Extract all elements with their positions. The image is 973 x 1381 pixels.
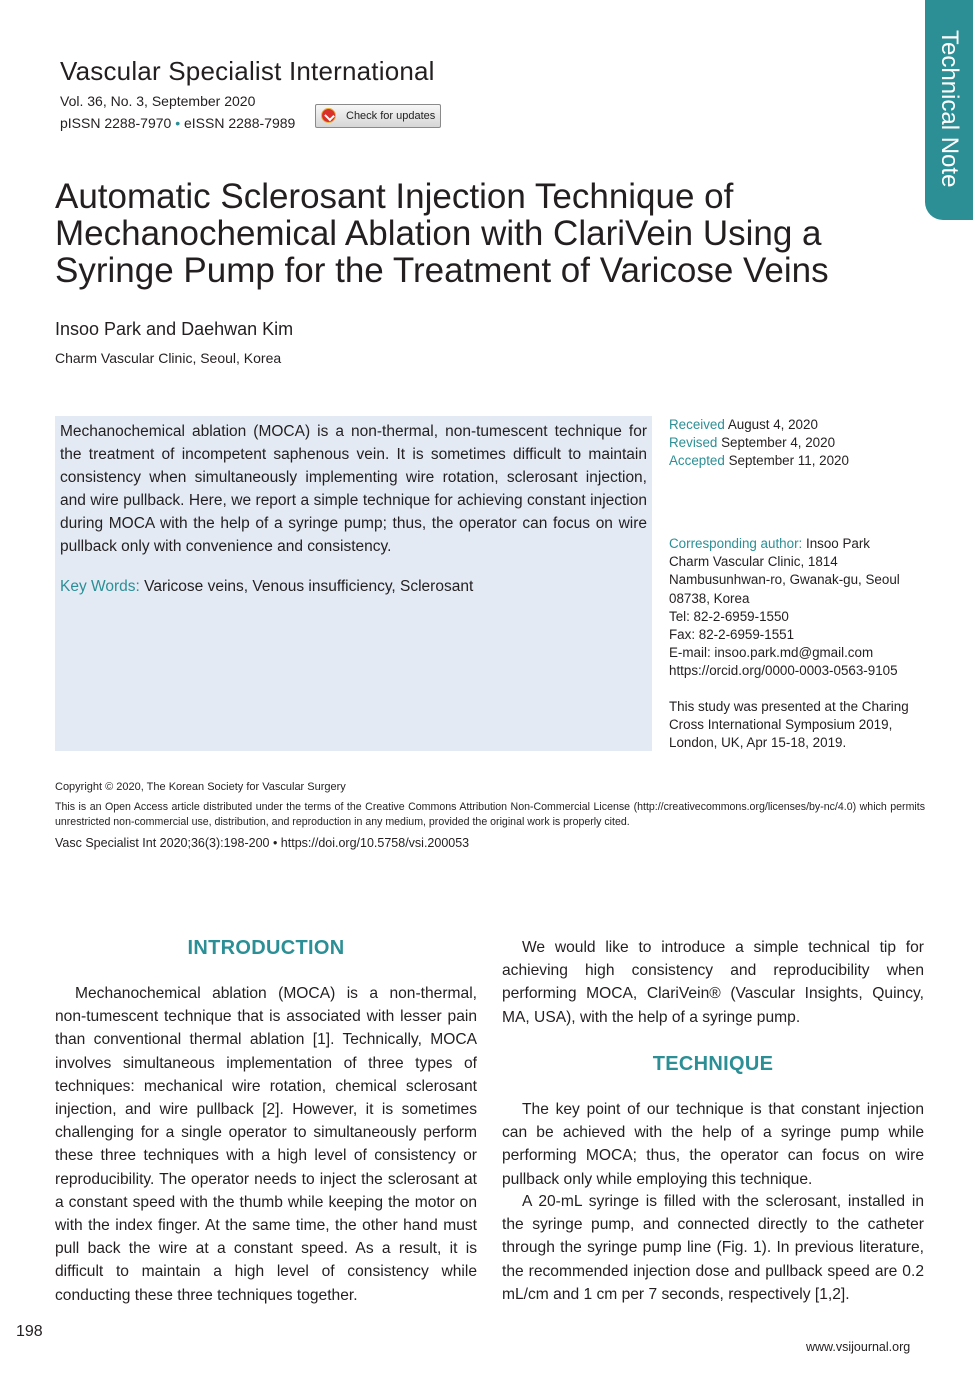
journal-title: Vascular Specialist International (60, 56, 435, 86)
accepted-label: Accepted (669, 453, 725, 469)
revised-date: September 4, 2020 (721, 435, 836, 451)
corresponding-tel: Tel: 82-2-6959-1550 (669, 608, 789, 624)
revised-label: Revised (669, 435, 718, 451)
volume-line: Vol. 36, No. 3, September 2020 (60, 93, 256, 109)
keywords (60, 578, 473, 596)
keywords-list: Varicose veins, Venous insufficiency, Sclerosant (144, 578, 474, 595)
check-for-updates-button[interactable] (315, 104, 441, 128)
issn-line (60, 115, 295, 131)
check-updates-label: Check for updates (346, 110, 436, 122)
pissn: pISSN 2288-7970 (60, 115, 172, 131)
received-label: Received (669, 417, 725, 432)
corresponding-fax: Fax: 82-2-6959-1551 (669, 627, 795, 643)
copyright: Copyright © 2020, The Korean Society for Vascular Surgery (55, 781, 346, 793)
presentation-line-3: London, UK, Apr 15-18, 2019. (669, 735, 847, 751)
presentation-note (669, 698, 909, 753)
corresponding-line (669, 535, 900, 553)
corresponding-author (669, 535, 900, 681)
keywords-label: Key Words: (60, 578, 140, 595)
article-title: Automatic Sclerosant Injection Technique of Mechanochemical Ablation with ClariVein Using a Syringe Pump for the Treatment of Varicose Veins (55, 177, 829, 290)
issn-separator: • (175, 115, 181, 131)
eissn: eISSN 2288-7989 (184, 115, 296, 131)
revised-line (669, 434, 849, 452)
corresponding-clinic: Charm Vascular Clinic, 1814 (669, 554, 838, 570)
license-text: This is an Open Access article distributed under the terms of the Creative Commons Attribution Non-Commercial License (http://creativecommons.org/licenses/by-nc/4.0) which permits unrestricted non-commercial use, distribution, and reproduction in any medium, provided the original work is properly cited. (55, 801, 925, 828)
abstract-box (55, 416, 652, 751)
citation-line[interactable]: Vasc Specialist Int 2020;36(3):198-200 • https://doi.org/10.5758/vsi.200053 (55, 836, 470, 850)
page-number: 198 (16, 1323, 43, 1340)
accepted-date: September 11, 2020 (728, 453, 849, 469)
received-line (669, 416, 849, 434)
accepted-line (669, 452, 849, 470)
corresponding-orcid-link[interactable]: https://orcid.org/0000-0003-0563-9105 (669, 663, 898, 679)
introduction-paragraph-2: We would like to introduce a simple technical tip for achieving high consistency and reproducibility when performing MOCA, ClariVein® (Vascular Insights, Quincy, MA, USA), with the help of a syringe pump. (502, 939, 924, 1026)
article-dates (669, 416, 849, 471)
corresponding-label: Corresponding author: (669, 536, 803, 551)
corresponding-address-2: 08738, Korea (669, 590, 750, 606)
received-date: August 4, 2020 (727, 417, 818, 432)
technique-heading: TECHNIQUE (652, 1053, 774, 1075)
introduction-paragraph-1: Mechanochemical ablation (MOCA) is a non-thermal, non-tumescent technique that is associated with lesser pain than conventional thermal ablation [1]. Technically, MOCA involves simultaneous implementation of three types of techniques: mechanical wire rotation, chemical sclerosant injection, and wire pullback [2]. However, it is sometimes challenging for a single operator to simultaneously perform these three techniques with a high level of consistency or reproducibility. The operator needs to inject the sclerosant at a constant speed with the thumb while keeping the motor on with the index finger. At the same time, the other hand must pull back the wire at a constant speed. As a result, it is difficult to maintain a high level of consistency while conducting these three techniques together. (55, 985, 477, 1304)
technique-paragraph-1: The key point of our technique is that constant injection can be achieved with the help of a syringe pump while performing MOCA; thus, the operator can focus on wire pullback only while employing this technique. (502, 1101, 924, 1188)
corresponding-address-1: Nambusunhwan-ro, Gwanak-gu, Seoul (669, 572, 900, 588)
presentation-line-2: Cross International Symposium 2019, (669, 717, 893, 733)
corresponding-email[interactable]: E-mail: insoo.park.md@gmail.com (669, 645, 874, 661)
authors: Insoo Park and Daehwan Kim (55, 319, 294, 339)
check-updates-icon (321, 108, 336, 123)
introduction-heading: INTRODUCTION (187, 937, 345, 959)
abstract-text: Mechanochemical ablation (MOCA) is a non-thermal, non-tumescent technique for the treatment of incompetent saphenous vein. It is sometimes difficult to maintain consistency when simultaneously implementing wire rotation, sclerosant injection, and wire pullback. Here, we report a simple technique for achieving constant injection during MOCA with the help of a syringe pump; thus, the operator can focus on wire pullback only with convenience and consistency. (60, 423, 647, 555)
technique-paragraph-2: A 20-mL syringe is filled with the sclerosant, installed in the syringe pump, and connected directly to the catheter through the syringe pump line (Fig. 1). In previous literature, the recommended injection dose and pullback speed are 0.2 mL/cm and 1 cm per 7 seconds, respectively [1,2]. (502, 1193, 924, 1303)
article-type-label: Technical Note (936, 30, 963, 188)
presentation-line-1: This study was presented at the Charing (669, 699, 909, 714)
corresponding-name: Insoo Park (805, 536, 870, 551)
journal-website-link[interactable]: www.vsijournal.org (806, 1340, 911, 1354)
affiliation: Charm Vascular Clinic, Seoul, Korea (55, 350, 282, 366)
